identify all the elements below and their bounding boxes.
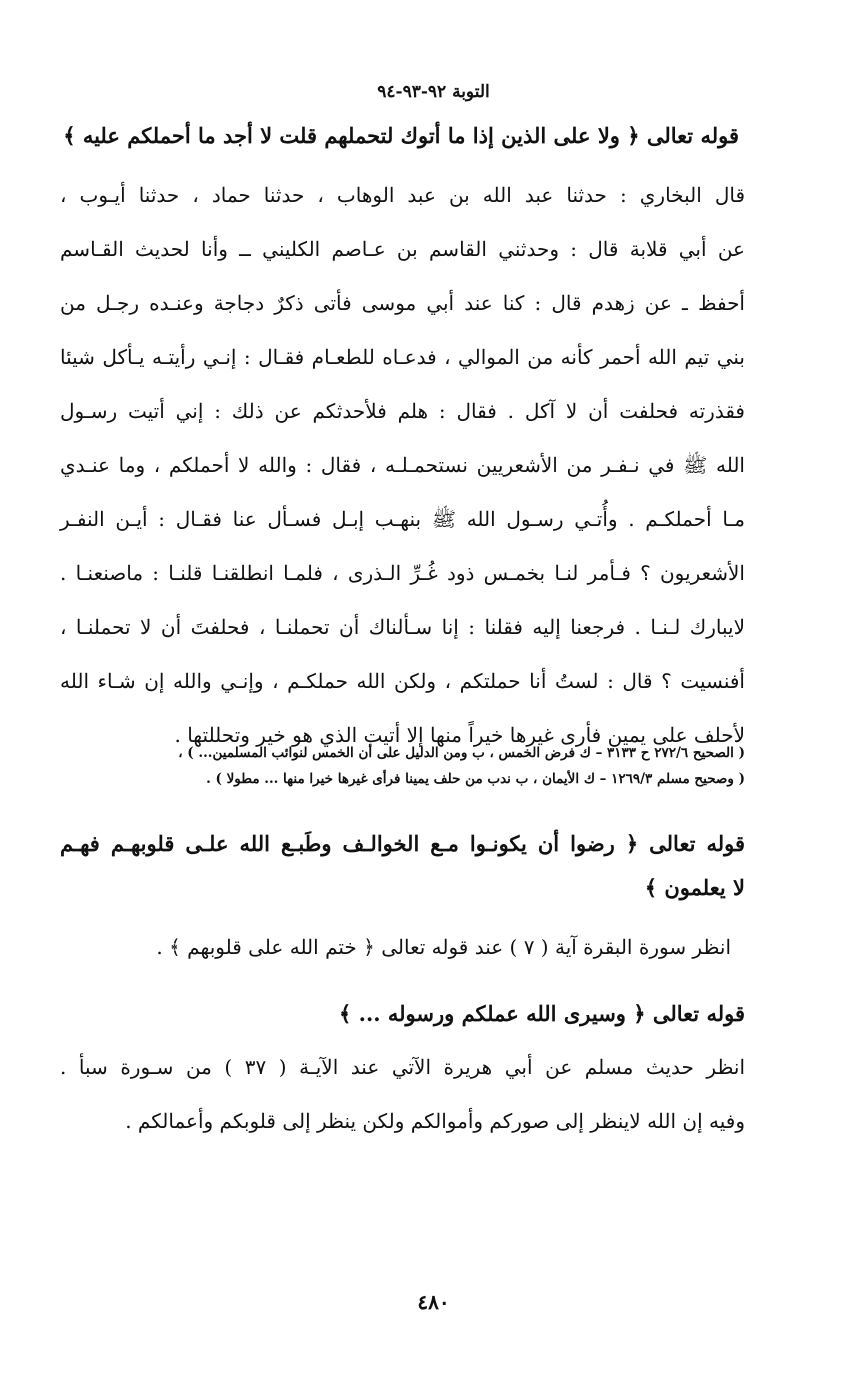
body-line: الله ﷺ في نـفـر من الأشعريين نستحمـلـه ، فقال : والله لا أحملكم ، وما عنـدي — [60, 453, 745, 477]
section-2-body — [60, 920, 731, 974]
reference-line: ( وصحيح مسلم ١٢٦٩/٣ – ك الأيمان ، ب ندب من حلف يمينا فرأى غيرها خيرا منها ... مطولا ) . — [206, 771, 745, 787]
body-line: وفيه إن الله لاينظر إلى صوركم وأموالكم ولكن ينظر إلى قلوبكم وأعمالكم . — [125, 1109, 745, 1133]
body-line: فقذرته فحلفت أن لا آكل . فقال : هلم فلأحدثكم عن ذلك : إني أتيت رسـول — [60, 399, 745, 423]
page-number: ٤٨٠ — [417, 1290, 450, 1314]
section-2 — [60, 822, 745, 910]
section-3-heading: قوله تعالى ﴿ وسيرى الله عملكم ورسوله ... ﴾ — [339, 1001, 745, 1026]
body-line: لايبارك لـنـا . فرجعنا إليه فقلنا : إنا سـألناك أن تحملنـا ، فحلفتَ أن لا تحملنـا ، — [60, 615, 745, 639]
section-1-heading: قوله تعالى ﴿ ولا على الذين إذا ما أتوك لتحملهم قلت لا أجد ما أحملكم عليه ﴾ — [63, 123, 739, 148]
section-3-body — [60, 1040, 745, 1148]
body-line: لأحلف على يمين فأرى غيرها خيراً منها إلا أتيت الذي هو خير وتحللتها . — [174, 723, 745, 747]
body-line: عن أبي قلابة قال : وحدثني القاسم بن عـاصم الكليني ــ وأنا لحديث القـاسم — [60, 237, 745, 261]
body-line: أحفظ ـ عن زهدم قال : كنا عند أبي موسى فأتى ذكرٌ دجاجة وعنـده رجـل من — [60, 291, 745, 315]
body-line: بني تيم الله أحمر كأنه من الموالي ، فدعـاه للطعـام فقـال : إنـي رأيتـه يـأكل شيئا — [60, 345, 745, 369]
running-header: التوبة ٩٢-٩٣-٩٤ — [377, 82, 490, 102]
body-line: انظر سورة البقرة آية ( ٧ ) عند قوله تعالى ﴿ ختم الله على قلوبهم ﴾ . — [156, 935, 731, 959]
body-line: قال البخاري : حدثنا عبد الله بن عبد الوهاب ، حدثنا حماد ، حدثنا أيـوب ، — [60, 183, 745, 207]
section-1-body — [60, 168, 745, 762]
reference-line: ( الصحيح ٢٧٢/٦ ح ٣١٣٣ – ك فرض الخمس ، ب ومن الدليل على أن الخمس لنوائب المسلمين... ) ، — [178, 745, 745, 761]
section-2-heading-line-1: قوله تعالى ﴿ رضوا أن يكونـوا مـع الخوالـف وطَبـع الله علـى قلوبهـم فهـم — [60, 831, 745, 856]
body-line: مـا أحملكـم . وأُتـي رسـول الله ﷺ بنهـب إبـل فسـأل عنا فقـال : أيـن النفـر — [60, 507, 745, 531]
body-line: انظر حديث مسلم عن أبي هريرة الآتي عند الآيـة ( ٣٧ ) من سـورة سبأ . — [60, 1055, 745, 1079]
body-line: الأشعريون ؟ فـأمر لنـا بخمـس ذود غُـرِّ الـذرى ، فلمـا انطلقنـا قلنـا : ماصنعنـا . — [60, 561, 745, 585]
section-1-references — [60, 740, 745, 792]
body-line: أفنسيت ؟ قال : لستُ أنا حملتكم ، ولكن الله حملكـم ، وإنـي والله إن شـاء الله — [60, 669, 745, 693]
section-3 — [60, 992, 745, 1036]
section-1 — [48, 114, 739, 158]
section-2-heading-line-2: لا يعلمون ﴾ — [644, 875, 745, 900]
